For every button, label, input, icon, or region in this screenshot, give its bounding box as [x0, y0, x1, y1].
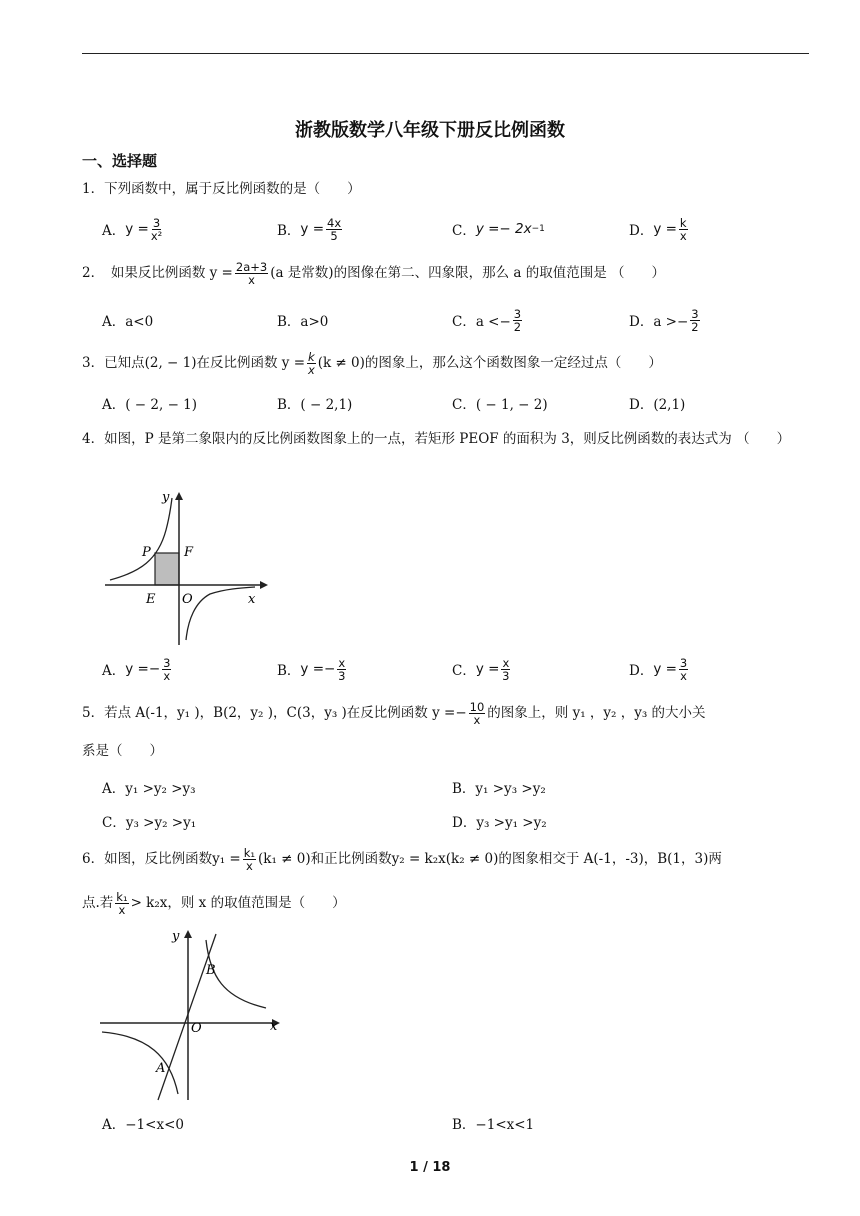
fraction: $\frac{4x}{5}$ [327, 215, 342, 243]
question-5-cont: 系是（ ） [82, 743, 163, 759]
y-axis-arrow [175, 492, 183, 500]
option-b[interactable]: B．( − 2,1) [277, 397, 353, 413]
option-c[interactable]: C． y = $\frac{x}{3}$ [452, 655, 510, 683]
page-number: 1 / 18 [409, 1160, 451, 1175]
option-c[interactable]: C．a <− $\frac{3}{2}$ [452, 306, 522, 334]
section-heading: 一、选择题 [82, 152, 158, 170]
header-rule [82, 53, 809, 54]
fraction: $\frac{3}{2}$ [691, 306, 699, 334]
option-b[interactable]: B．−1<x<1 [452, 1117, 535, 1133]
label-p: P [142, 545, 151, 560]
fraction: $\frac{x}{3}$ [338, 655, 346, 683]
rectangle-peof [155, 553, 179, 585]
option-a[interactable]: A．( − 2, − 1) [102, 397, 198, 413]
label-a: A [156, 1061, 166, 1076]
y-axis-arrow [184, 930, 192, 938]
question-3-options [102, 388, 802, 418]
option-a[interactable]: A． y =− $\frac{3}{x}$ [102, 655, 171, 683]
hyperbola-branch-4 [186, 587, 255, 640]
question-2: 2． 如果反比例函数 y = $\frac{2a+3}{x}$ (a 是常数)的图像在第二、四象限，那么 a 的取值范围是 （ ） [82, 259, 665, 287]
option-d[interactable]: D．a >− $\frac{3}{2}$ [629, 306, 699, 334]
option-d[interactable]: D． y = $\frac{k}{x}$ [629, 215, 687, 243]
option-b[interactable]: B．y₁ >y₃ >y₂ [452, 781, 546, 797]
fraction: $\frac{10}{x}$ [469, 699, 485, 727]
question-6: 6．如图，反比例函数y₁ = $\frac{\text{k₁}}{x}$ (k₁ ≠ 0)和正比例函数y₂ = k₂x(k₂ ≠ 0)的图象相交于 A(-1，-3)，B(1，3)两 [82, 845, 722, 873]
label-f: F [184, 545, 194, 560]
option-a[interactable]: A．a<0 [102, 314, 154, 330]
question-3: 3．已知点(2, − 1)在反比例函数 y = $\frac{k}{x}$ (k ≠ 0)的图象上，那么这个函数图象一定经过点（ ） [82, 349, 662, 377]
option-d[interactable]: D． y = $\frac{3}{x}$ [629, 655, 688, 683]
question-4-figure [100, 490, 270, 648]
fraction: $\frac{\text{k₁}}{x}$ [116, 889, 128, 917]
line-y2 [158, 934, 216, 1100]
page-title: 浙教版数学八年级下册反比例函数 [295, 120, 565, 141]
fraction: $\frac{3}{2}$ [513, 306, 522, 334]
option-b[interactable]: B．a>0 [277, 314, 329, 330]
option-a[interactable]: A．−1<x<0 [102, 1117, 184, 1133]
option-c[interactable]: C． y =− 2x −1 [452, 221, 545, 239]
question-5: 5．若点 A(-1，y₁ )，B(2，y₂ )，C(3，y₃ )在反比例函数 y =− $\frac{10}{x}$ 的图象上，则 y₁ ，y₂ ，y₃ 的大小关 [82, 699, 706, 727]
label-e: E [146, 592, 156, 607]
label-o: O [182, 592, 193, 607]
question-2-options [102, 305, 802, 335]
label-y: y [162, 490, 170, 505]
option-d[interactable]: D．(2,1) [629, 397, 686, 413]
fraction: $\frac{3}{x}$ [679, 655, 688, 683]
option-d[interactable]: D．y₃ >y₁ >y₂ [452, 815, 547, 831]
hyperbola-branch-3 [102, 1032, 178, 1094]
label-x: x [270, 1019, 278, 1034]
question-4-options [102, 654, 802, 684]
question-4: 4．如图，P 是第二象限内的反比例函数图象上的一点，若矩形 PEOF 的面积为 3，则反比例函数的表达式为 （ ） [82, 431, 791, 447]
label-y: y [172, 929, 180, 944]
question-5-options-row2 [102, 806, 802, 836]
option-a[interactable]: A．y₁ >y₂ >y₃ [102, 781, 196, 797]
question-6-cont: 点.若 $\frac{\text{k₁}}{x}$ > k₂x，则 x 的取值范围是（ ） [82, 889, 346, 917]
label-b: B [206, 963, 216, 978]
fraction: $\frac{3}{x}$ [163, 655, 171, 683]
x-axis-arrow [260, 581, 268, 589]
fraction: $\frac{3}{\text{x²}}$ [150, 215, 163, 243]
fraction: $\frac{k}{x}$ [307, 349, 315, 377]
option-b[interactable]: B． y = $\frac{4x}{5}$ [277, 215, 342, 243]
question-6-options [102, 1108, 802, 1138]
option-c[interactable]: C．y₃ >y₂ >y₁ [102, 815, 197, 831]
label-o: O [191, 1021, 202, 1036]
option-c[interactable]: C．( − 1, − 2) [452, 397, 548, 413]
question-5-post: 的图象上，则 y₁ ，y₂ ，y₃ 的大小关 [487, 705, 706, 721]
fraction: $\frac{2a+3}{x}$ [235, 259, 268, 287]
label-x: x [248, 592, 256, 607]
question-1-options [102, 214, 802, 244]
question-6-figure [98, 926, 284, 1102]
option-a[interactable]: A． y = $\frac{3}{\text{x²}}$ [102, 215, 163, 243]
fraction: $\frac{k}{x}$ [679, 215, 687, 243]
option-b[interactable]: B． y =− $\frac{x}{3}$ [277, 655, 346, 683]
fraction: $\frac{x}{3}$ [502, 655, 510, 683]
question-1: 1．下列函数中，属于反比例函数的是（ ） [82, 181, 361, 197]
question-5-options-row1 [102, 772, 802, 802]
fraction: $\frac{\text{k₁}}{x}$ [243, 845, 256, 873]
